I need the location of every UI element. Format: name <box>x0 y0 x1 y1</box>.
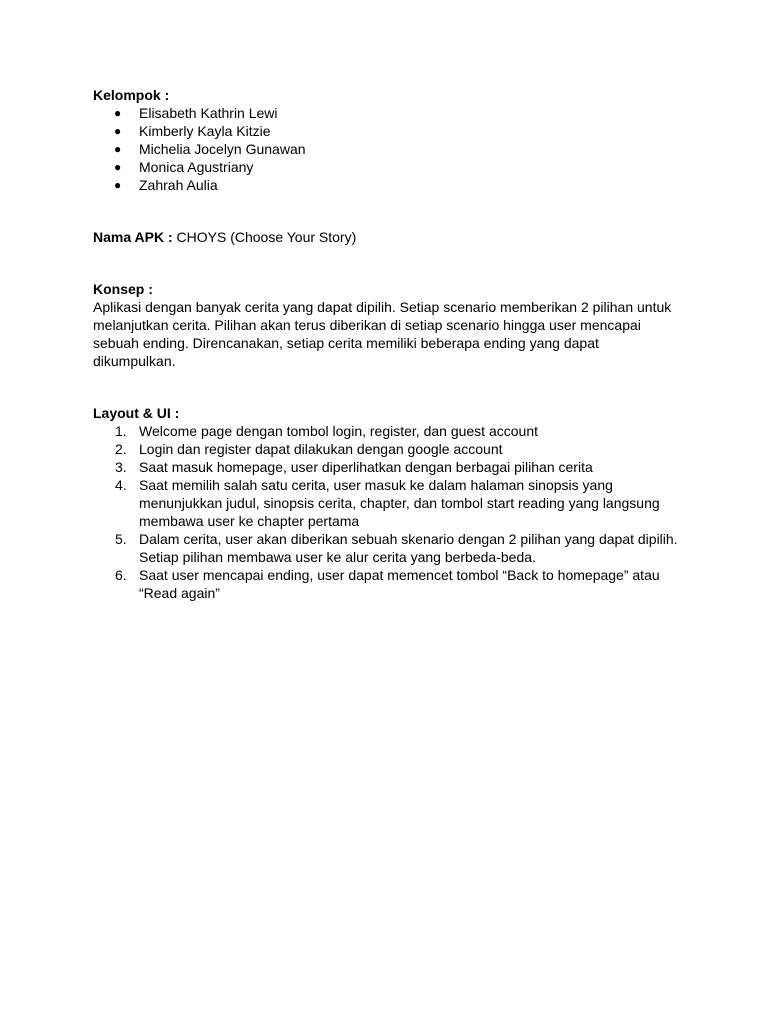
konsep-paragraph: Aplikasi dengan banyak cerita yang dapat dipilih. Setiap scenario memberikan 2 pilihan untuk melanjutkan cerita. Pilihan akan terus diberikan di setiap scenario hingga user mencapai sebuah ending. Direncanakan, setiap cerita memiliki beberapa ending yang dapat dikumpulkan. <box>93 299 672 369</box>
member-name: Michelia Jocelyn Gunawan <box>139 141 306 157</box>
nama-apk-value: CHOYS (Choose Your Story) <box>172 229 357 245</box>
nama-apk-section <box>93 228 683 246</box>
bullet-icon: ● <box>114 160 122 174</box>
spacer <box>93 194 683 228</box>
bullet-icon: ● <box>114 142 122 156</box>
list-number: 6. <box>115 567 127 583</box>
bullet-icon: ● <box>114 124 122 138</box>
list-item <box>93 458 683 476</box>
member-item <box>93 158 683 176</box>
list-number: 2. <box>115 441 127 457</box>
bullet-icon: ● <box>114 106 122 120</box>
list-item-text: Saat masuk homepage, user diperlihatkan dengan berbagai pilihan cerita <box>139 459 593 475</box>
document-body <box>93 86 683 602</box>
member-item <box>93 176 683 194</box>
member-name: Elisabeth Kathrin Lewi <box>139 105 278 121</box>
spacer <box>93 370 683 404</box>
list-item-text: Saat memilih salah satu cerita, user masuk ke dalam halaman sinopsis yang menunjukkan judul, sinopsis cerita, chapter, dan tombol start reading yang langsung membawa user ke chapter pertama <box>139 477 660 529</box>
member-name: Kimberly Kayla Kitzie <box>139 123 271 139</box>
member-name: Monica Agustriany <box>139 159 254 175</box>
konsep-heading: Konsep : <box>93 281 153 297</box>
list-item-text: Saat user mencapai ending, user dapat memencet tombol “Back to homepage” atau “Read again” <box>139 567 660 601</box>
member-item <box>93 140 683 158</box>
list-number: 5. <box>115 531 127 547</box>
bullet-icon: ● <box>114 178 122 192</box>
list-number: 3. <box>115 459 127 475</box>
list-item <box>93 530 683 566</box>
list-item <box>93 476 683 530</box>
list-item-text: Dalam cerita, user akan diberikan sebuah skenario dengan 2 pilihan yang dapat dipilih. Setiap pilihan membawa user ke alur cerita yang berbeda-beda. <box>139 531 678 565</box>
list-number: 4. <box>115 477 127 493</box>
layout-ui-heading: Layout & UI : <box>93 405 180 421</box>
spacer <box>93 246 683 280</box>
member-name: Zahrah Aulia <box>139 177 218 193</box>
kelompok-section <box>93 86 683 194</box>
list-number: 1. <box>115 423 127 439</box>
nama-apk-label: Nama APK : <box>93 229 173 245</box>
konsep-section <box>93 280 683 370</box>
layout-ui-section <box>93 404 683 602</box>
list-item-text: Login dan register dapat dilakukan dengan google account <box>139 441 503 457</box>
member-item <box>93 104 683 122</box>
list-item <box>93 566 683 602</box>
member-list <box>93 104 683 194</box>
list-item <box>93 422 683 440</box>
list-item-text: Welcome page dengan tombol login, register, dan guest account <box>139 423 538 439</box>
layout-ui-list <box>93 422 683 602</box>
member-item <box>93 122 683 140</box>
list-item <box>93 440 683 458</box>
kelompok-heading: Kelompok : <box>93 87 170 103</box>
